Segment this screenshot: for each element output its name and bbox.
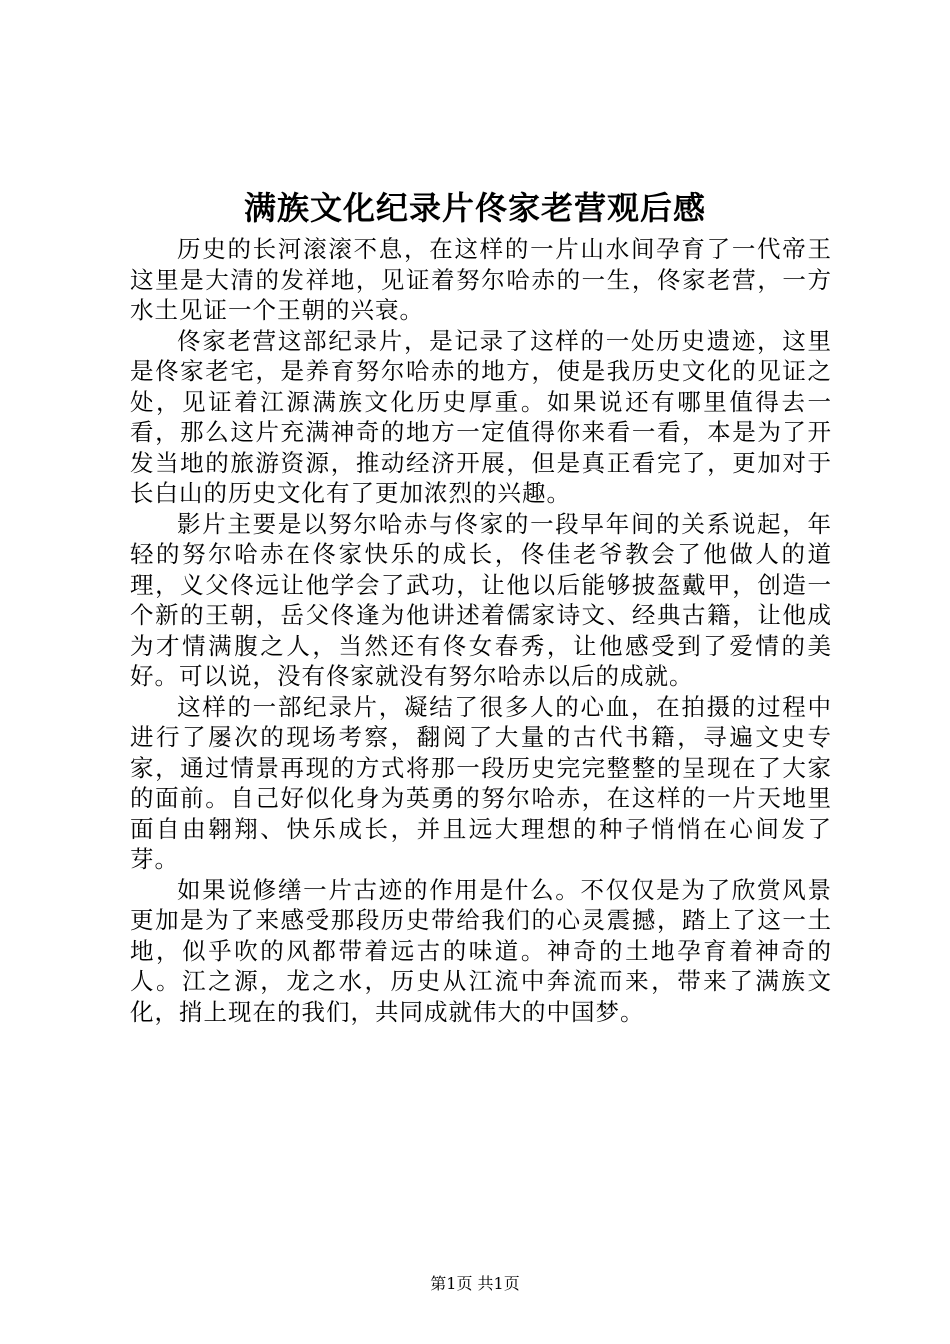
- paragraph: 历史的长河滚滚不息，在这样的一片山水间孕育了一代帝王这里是大清的发祥地，见证着努尔哈赤的一生，佟家老营，一方水土见证一个王朝的兴衰。: [130, 235, 832, 324]
- document-title: 满族文化纪录片佟家老营观后感: [243, 189, 706, 227]
- paragraph: 影片主要是以努尔哈赤与佟家的一段早年间的关系说起，年轻的努尔哈赤在佟家快乐的成长，佟佳老爷教会了他做人的道理，义父佟远让他学会了武功，让他以后能够披盔戴甲，创造一个新的王朝，岳父佟逢为他讲述着儒家诗文、经典古籍，让他成为才情满腹之人，当然还有佟女春秀，让他感受到了爱情的美好。可以说，没有佟家就没有努尔哈赤以后的成就。: [130, 509, 832, 690]
- paragraph: 如果说修缮一片古迹的作用是什么。不仅仅是为了欣赏风景更加是为了来感受那段历史带给我们的心灵震撼，踏上了这一土地，似乎吹的风都带着远古的味道。神奇的土地孕育着神奇的人。江之源，龙之水，历史从江流中奔流而来，带来了满族文化，捎上现在的我们，共同成就伟大的中国梦。: [130, 875, 832, 1026]
- document-body: [130, 234, 832, 1027]
- paragraph: 这样的一部纪录片，凝结了很多人的心血，在拍摄的过程中进行了屡次的现场考察，翻阅了大量的古代书籍，寻遍文史专家，通过情景再现的方式将那一段历史完完整整的呈现在了大家的面前。自己好似化身为英勇的努尔哈赤，在这样的一片天地里面自由翱翔、快乐成长，并且远大理想的种子悄悄在心间发了芽。: [130, 692, 832, 873]
- paragraph: 佟家老营这部纪录片，是记录了这样的一处历史遗迹，这里是佟家老宅，是养育努尔哈赤的地方，使是我历史文化的见证之处，见证着江源满族文化历史厚重。如果说还有哪里值得去一看，那么这片充满神奇的地方一定值得你来看一看，本是为了开发当地的旅游资源，推动经济开展，但是真正看完了，更加对于长白山的历史文化有了更加浓烈的兴趣。: [130, 326, 832, 507]
- page-footer: 第1页 共1页: [430, 1274, 520, 1293]
